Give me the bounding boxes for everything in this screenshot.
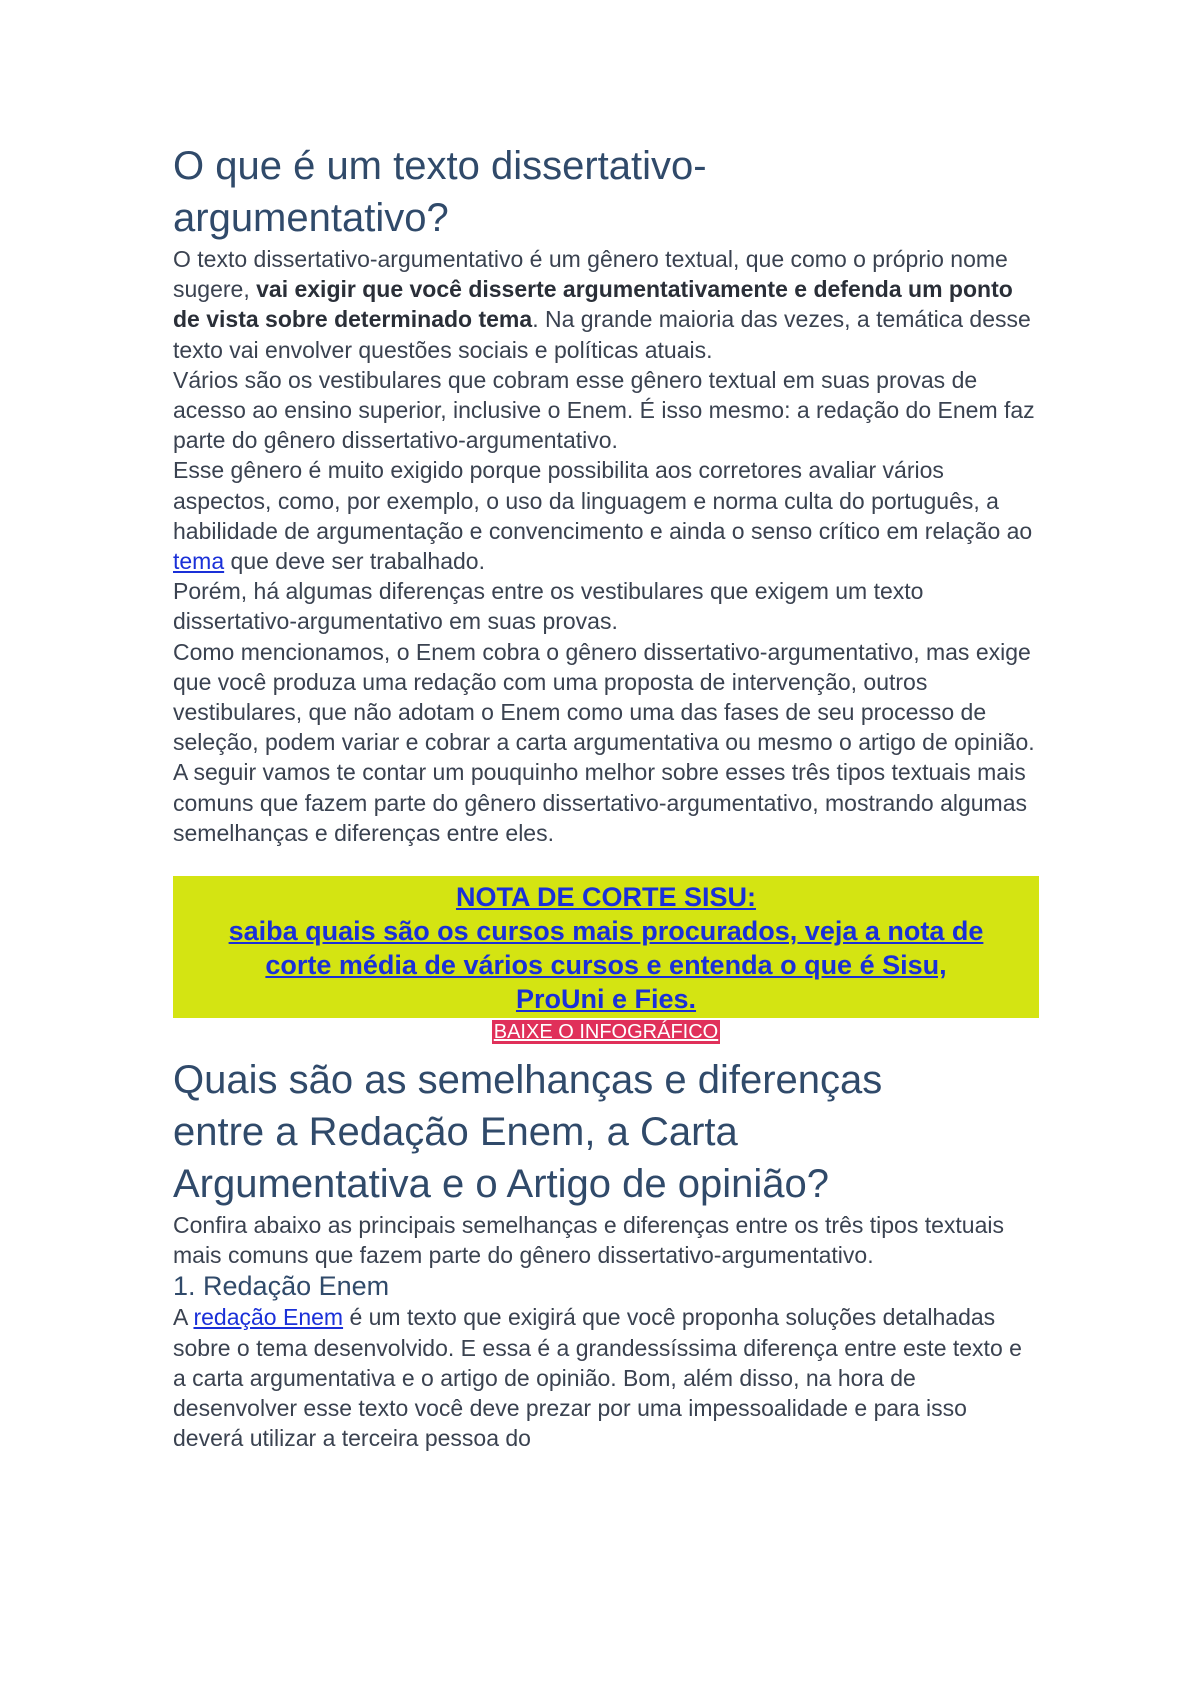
document-content: [173, 140, 1039, 1453]
download-infographic-button[interactable]: BAIXE O INFOGRÁFICO: [493, 1021, 719, 1044]
paragraph-1-bold: vai exigir que você disserte argumentativamente e defenda um ponto de vista sobre determinado tema: [173, 276, 1013, 333]
paragraph-5: Como mencionamos, o Enem cobra o gênero dissertativo-argumentativo, mas exige que você produza uma redação com uma proposta de intervenção, outros vestibulares, que não adotam o Enem como uma das fases de seu processo de seleção, podem variar e cobrar a carta argumentativa ou mesmo o artigo de opinião.: [173, 638, 1035, 756]
paragraph-1-lead: O texto dissertativo-argumentativo é um gênero textual, que como o próprio nome sugere,: [173, 246, 1008, 303]
section2-title-line3: Argumentativa e o Artigo de opinião?: [173, 1162, 829, 1207]
section2-intro: Confira abaixo as principais semelhanças e diferenças entre os três tipos textuais mais comuns que fazem parte do gênero dissertativo-argumentativo.: [173, 1212, 1004, 1269]
subheading-redacao-enem: 1. Redação Enem: [173, 1271, 390, 1302]
banner-line3-link[interactable]: ProUni e Fies.: [515, 984, 697, 1015]
paragraph-3-tail: que deve ser trabalhado.: [224, 548, 485, 575]
section2-title-line1: Quais são as semelhanças e diferenças: [173, 1058, 883, 1103]
redacao-enem-lead: A: [173, 1304, 194, 1331]
paragraph-2: Vários são os vestibulares que cobram esse gênero textual em suas provas de acesso ao ensino superior, inclusive o Enem. É isso mesmo: a redação do Enem faz parte do gênero dissertativo-argumentativo.: [173, 366, 1035, 454]
section1-title-line2: argumentativo?: [173, 196, 449, 240]
paragraph-1-tail: . Na grande maioria das vezes, a temática desse texto vai envolver questões sociais e políticas atuais.: [173, 306, 1031, 363]
redacao-enem-paragraph: [173, 1302, 1039, 1453]
banner-line2-link[interactable]: corte média de vários cursos e entenda o que é Sisu,: [265, 950, 947, 981]
redacao-enem-tail: é um texto que exigirá que você proponha soluções detalhadas sobre o tema desenvolvido. E essa é a grandessíssima diferença entre este texto e a carta argumentativa e o artigo de opinião. Bom, além disso, na hora de desenvolver esse texto você deve prezar por uma impessoalidade e para isso deverá utilizar a terceira pessoa do: [173, 1304, 1022, 1452]
sisu-banner: [173, 876, 1039, 1018]
section2-title: [173, 1054, 1039, 1210]
paragraph-3-lead: Esse gênero é muito exigido porque possibilita aos corretores avaliar vários aspectos, como, por exemplo, o uso da linguagem e norma culta do português, a habilidade de argumentação e convencimento e ainda o senso crítico em relação ao: [173, 457, 1033, 544]
paragraph-6: A seguir vamos te contar um pouquinho melhor sobre esses três tipos textuais mais comuns que fazem parte do gênero dissertativo-argumentativo, mostrando algumas semelhanças e diferenças entre eles.: [173, 759, 1028, 846]
paragraph-1: [173, 244, 1039, 365]
paragraph-4: Porém, há algumas diferenças entre os vestibulares que exigem um texto dissertativo-argumentativo em suas provas.: [173, 578, 924, 635]
spacer: [173, 848, 1039, 874]
section2-title-line2: entre a Redação Enem, a Carta: [173, 1110, 738, 1155]
section1-title-line1: O que é um texto dissertativo-: [173, 144, 707, 188]
banner-line1-link[interactable]: saiba quais são os cursos mais procurados, veja a nota de: [228, 916, 984, 947]
tema-link[interactable]: tema: [173, 548, 225, 575]
paragraph-3: [173, 455, 1039, 576]
redacao-enem-link[interactable]: redação Enem: [193, 1304, 344, 1331]
download-wrap: [173, 1018, 1039, 1050]
section1-title: [173, 140, 1039, 244]
banner-heading-link[interactable]: NOTA DE CORTE SISU:: [455, 882, 756, 913]
